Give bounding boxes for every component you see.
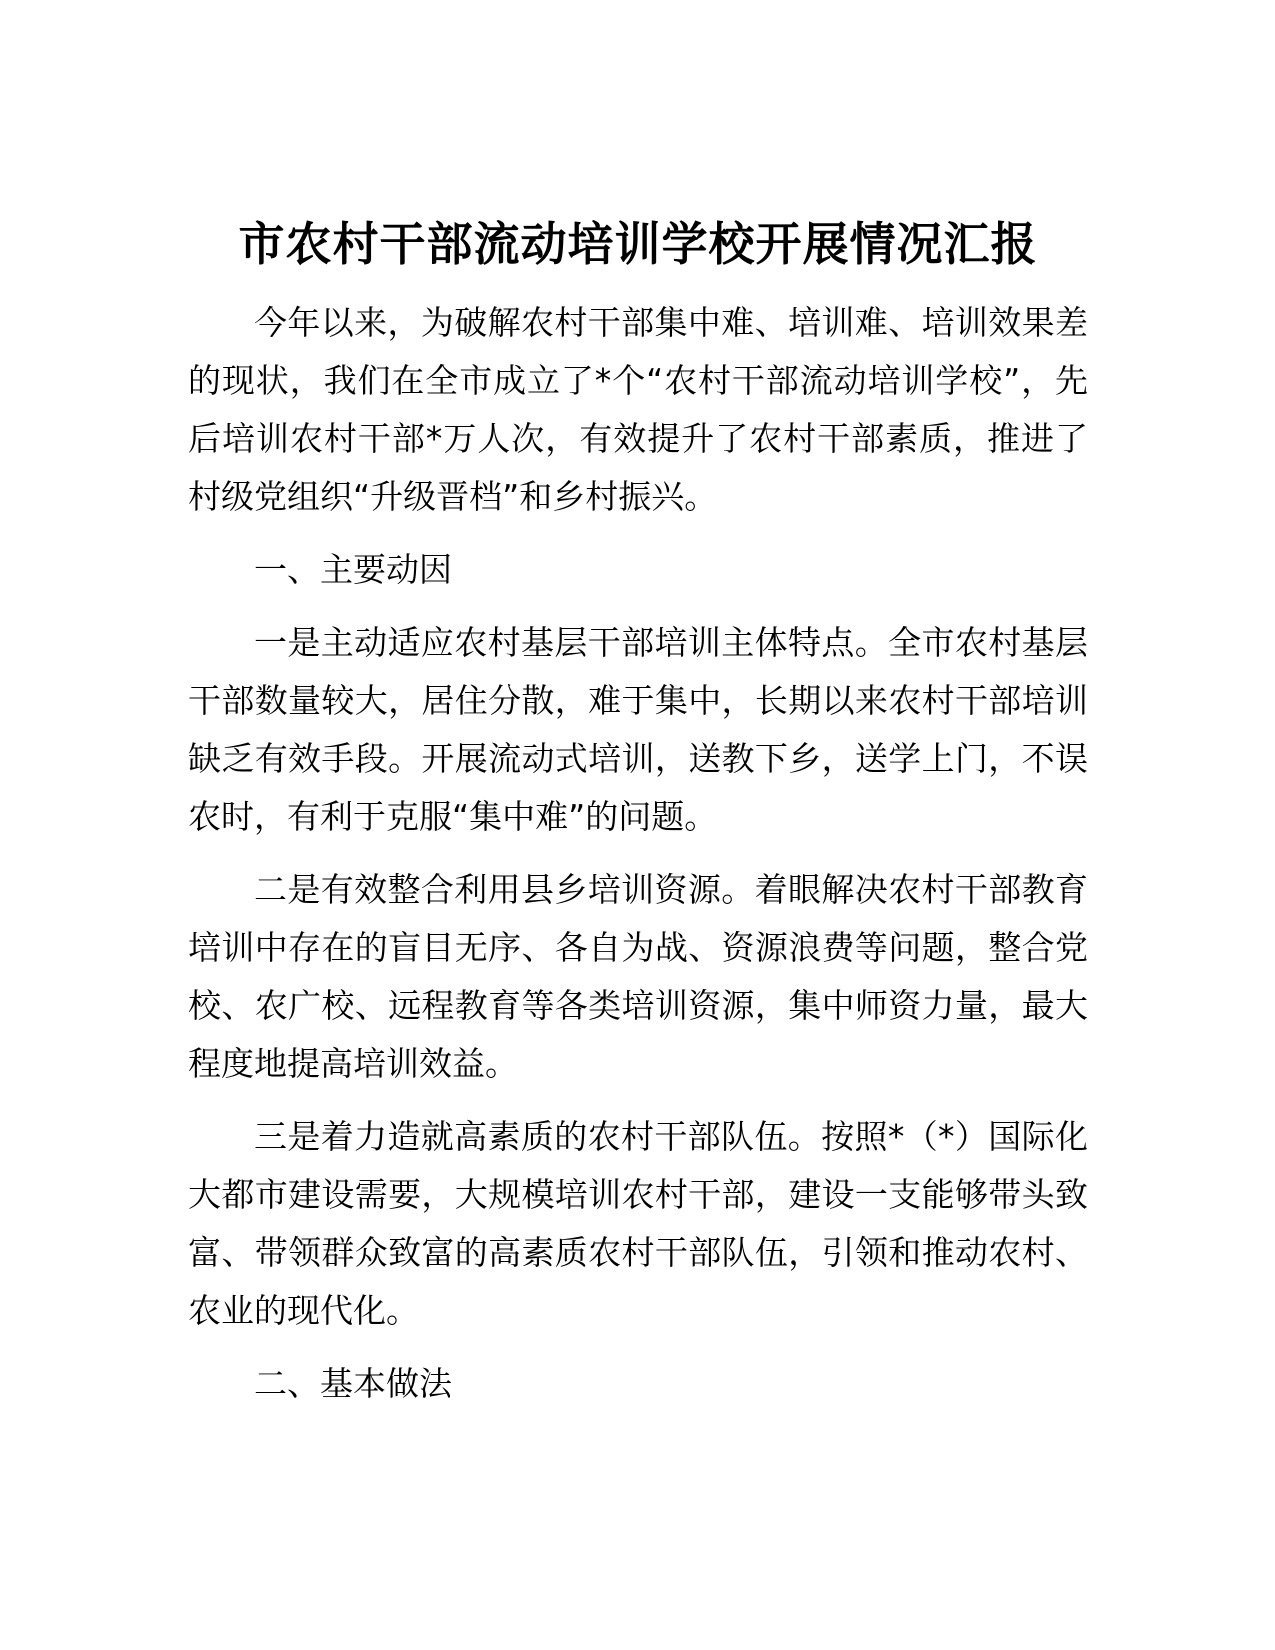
paragraph-reason-1: 一是主动适应农村基层干部培训主体特点。全市农村基层干部数量较大，居住分散，难于集中，长期以来农村干部培训缺乏有效手段。开展流动式培训，送教下乡，送学上门，不误农时，有利于克服“集中难”的问题。 — [188, 623, 1088, 836]
paragraph-intro: 今年以来，为破解农村干部集中难、培训难、培训效果差的现状，我们在全市成立了*个“农村干部流动培训学校”，先后培训农村干部*万人次，有效提升了农村干部素质，推进了村级党组织“升级晋档”和乡村振兴。 — [188, 303, 1088, 516]
paragraph-reason-2: 二是有效整合利用县乡培训资源。着眼解决农村干部教育培训中存在的盲目无序、各自为战、资源浪费等问题，整合党校、农广校、远程教育等各类培训资源，集中师资力量，最大程度地提高培训效益。 — [188, 870, 1088, 1083]
document-title: 市农村干部流动培训学校开展情况汇报 — [238, 217, 1038, 271]
paragraph-reason-3: 三是着力造就高素质的农村干部队伍。按照*（*）国际化大都市建设需要，大规模培训农村干部，建设一支能够带头致富、带领群众致富的高素质农村干部队伍，引领和推动农村、农业的现代化。 — [188, 1117, 1088, 1330]
section-heading-1: 一、主要动因 — [254, 550, 452, 589]
section-heading-2: 二、基本做法 — [254, 1364, 452, 1403]
